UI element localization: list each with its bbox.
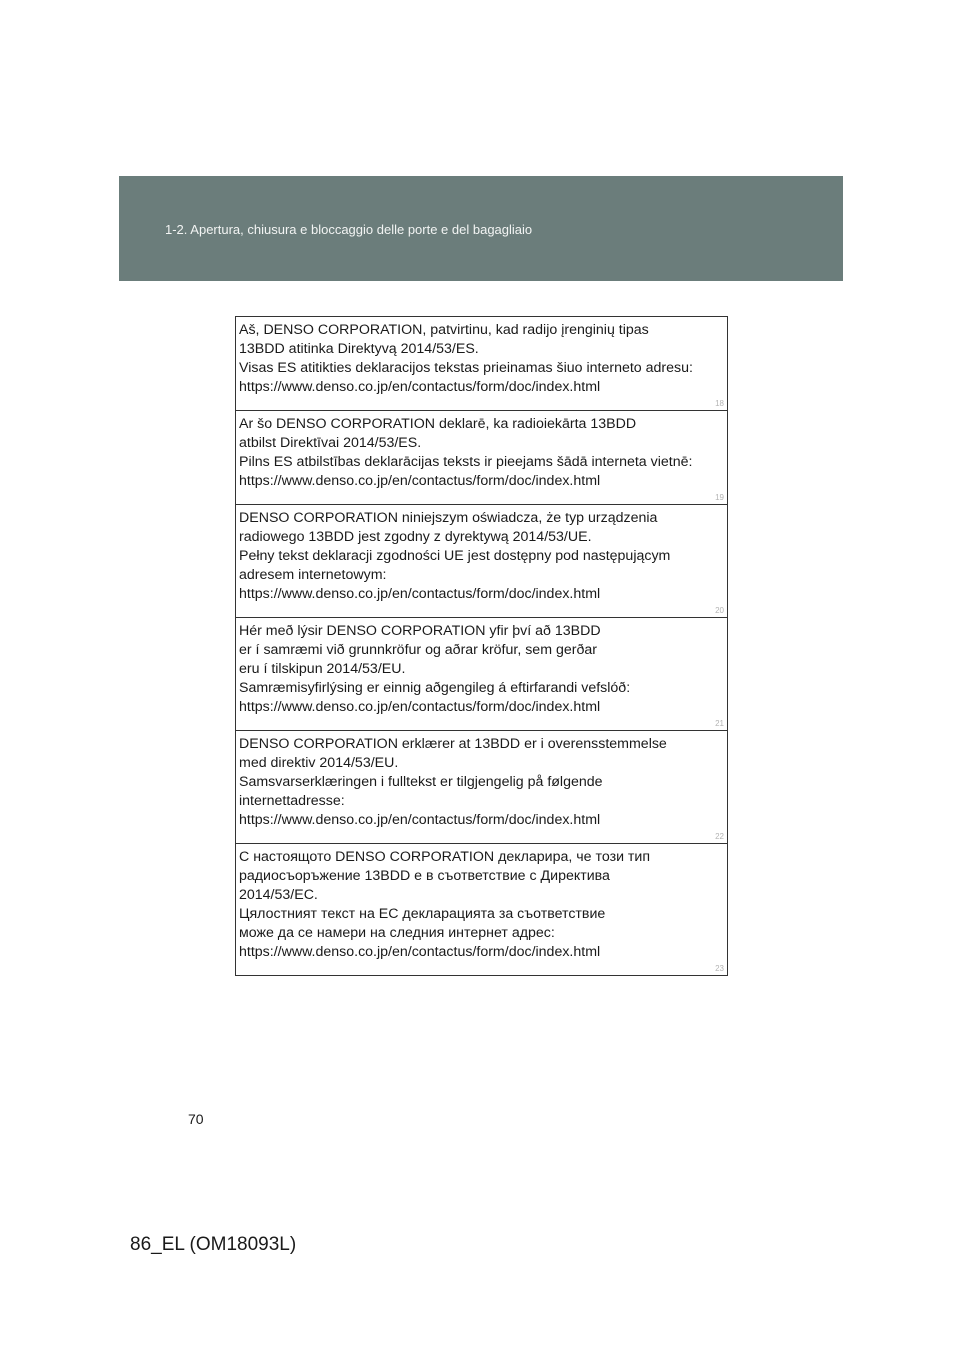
declaration-latvian <box>236 410 727 504</box>
declaration-number: 21 <box>715 719 724 728</box>
declaration-line: med direktiv 2014/53/EU. <box>239 755 399 771</box>
declaration-line: Pilns ES atbilstības deklarācijas teksts ir pieejams šādā interneta vietnē: <box>239 454 693 470</box>
declaration-polish <box>236 504 727 617</box>
declaration-line: https://www.denso.co.jp/en/contactus/form/doc/index.html <box>239 586 601 602</box>
declaration-line: Ar šo DENSO CORPORATION deklarē, ka radioiekārta 13BDD <box>239 416 637 432</box>
declaration-line: 2014/53/ЕС. <box>239 887 318 903</box>
declaration-number: 19 <box>715 493 724 502</box>
declaration-number: 22 <box>715 832 724 841</box>
declaration-line: може да се намери на следния интернет адрес: <box>239 925 555 941</box>
declaration-number: 23 <box>715 964 724 973</box>
declaration-line: internettadresse: <box>239 793 345 809</box>
declaration-line: Hér með lýsir DENSO CORPORATION yfir því að 13BDD <box>239 623 601 639</box>
declaration-line: https://www.denso.co.jp/en/contactus/form/doc/index.html <box>239 379 601 395</box>
declaration-line: Visas ES atitikties deklaracijos tekstas prieinamas šiuo interneto adresu: <box>239 360 693 376</box>
document-code: 86_EL (OM18093L) <box>130 1234 297 1255</box>
declaration-number: 20 <box>715 606 724 615</box>
declaration-line: DENSO CORPORATION niniejszym oświadcza, że typ urządzenia <box>239 510 658 526</box>
declaration-line: Aš, DENSO CORPORATION, patvirtinu, kad radijo įrenginių tipas <box>239 322 649 338</box>
declaration-line: Samsvarserklæringen i fulltekst er tilgjengelig på følgende <box>239 774 603 790</box>
declaration-line: Pełny tekst deklaracji zgodności UE jest dostępny pod następującym <box>239 548 671 564</box>
declaration-line: DENSO CORPORATION erklærer at 13BDD er i overensstemmelse <box>239 736 667 752</box>
declaration-line: er í samræmi við grunnkröfur og aðrar kröfur, sem gerðar <box>239 642 597 658</box>
declaration-line: atbilst Direktīvai 2014/53/ES. <box>239 435 422 451</box>
page-number: 70 <box>188 1111 204 1127</box>
declaration-icelandic <box>236 617 727 730</box>
declaration-line: радиосъоръжение 13BDD е в съответствие с Директива <box>239 868 610 884</box>
header-band <box>119 176 843 281</box>
declaration-table <box>235 316 728 976</box>
declaration-norwegian <box>236 730 727 843</box>
declaration-line: radiowego 13BDD jest zgodny z dyrektywą 2014/53/UE. <box>239 529 592 545</box>
declaration-line: https://www.denso.co.jp/en/contactus/form/doc/index.html <box>239 473 601 489</box>
section-title: 1-2. Apertura, chiusura e bloccaggio delle porte e del bagagliaio <box>165 222 533 237</box>
declaration-bulgarian <box>236 843 727 975</box>
declaration-line: https://www.denso.co.jp/en/contactus/form/doc/index.html <box>239 944 601 960</box>
declaration-line: eru í tilskipun 2014/53/EU. <box>239 661 406 677</box>
declaration-line: https://www.denso.co.jp/en/contactus/form/doc/index.html <box>239 699 601 715</box>
declaration-number: 18 <box>715 399 724 408</box>
declaration-lithuanian <box>236 316 727 410</box>
declaration-line: 13BDD atitinka Direktyvą 2014/53/ES. <box>239 341 479 357</box>
declaration-line: Samræmisyfirlýsing er einnig aðgengileg á eftirfarandi vefslóð: <box>239 680 631 696</box>
declaration-line: https://www.denso.co.jp/en/contactus/form/doc/index.html <box>239 812 601 828</box>
declaration-line: Цялостният текст на ЕС декларацията за съответствие <box>239 906 606 922</box>
declaration-line: adresem internetowym: <box>239 567 387 583</box>
declaration-line: С настоящото DENSO CORPORATION декларира, че този тип <box>239 849 651 865</box>
